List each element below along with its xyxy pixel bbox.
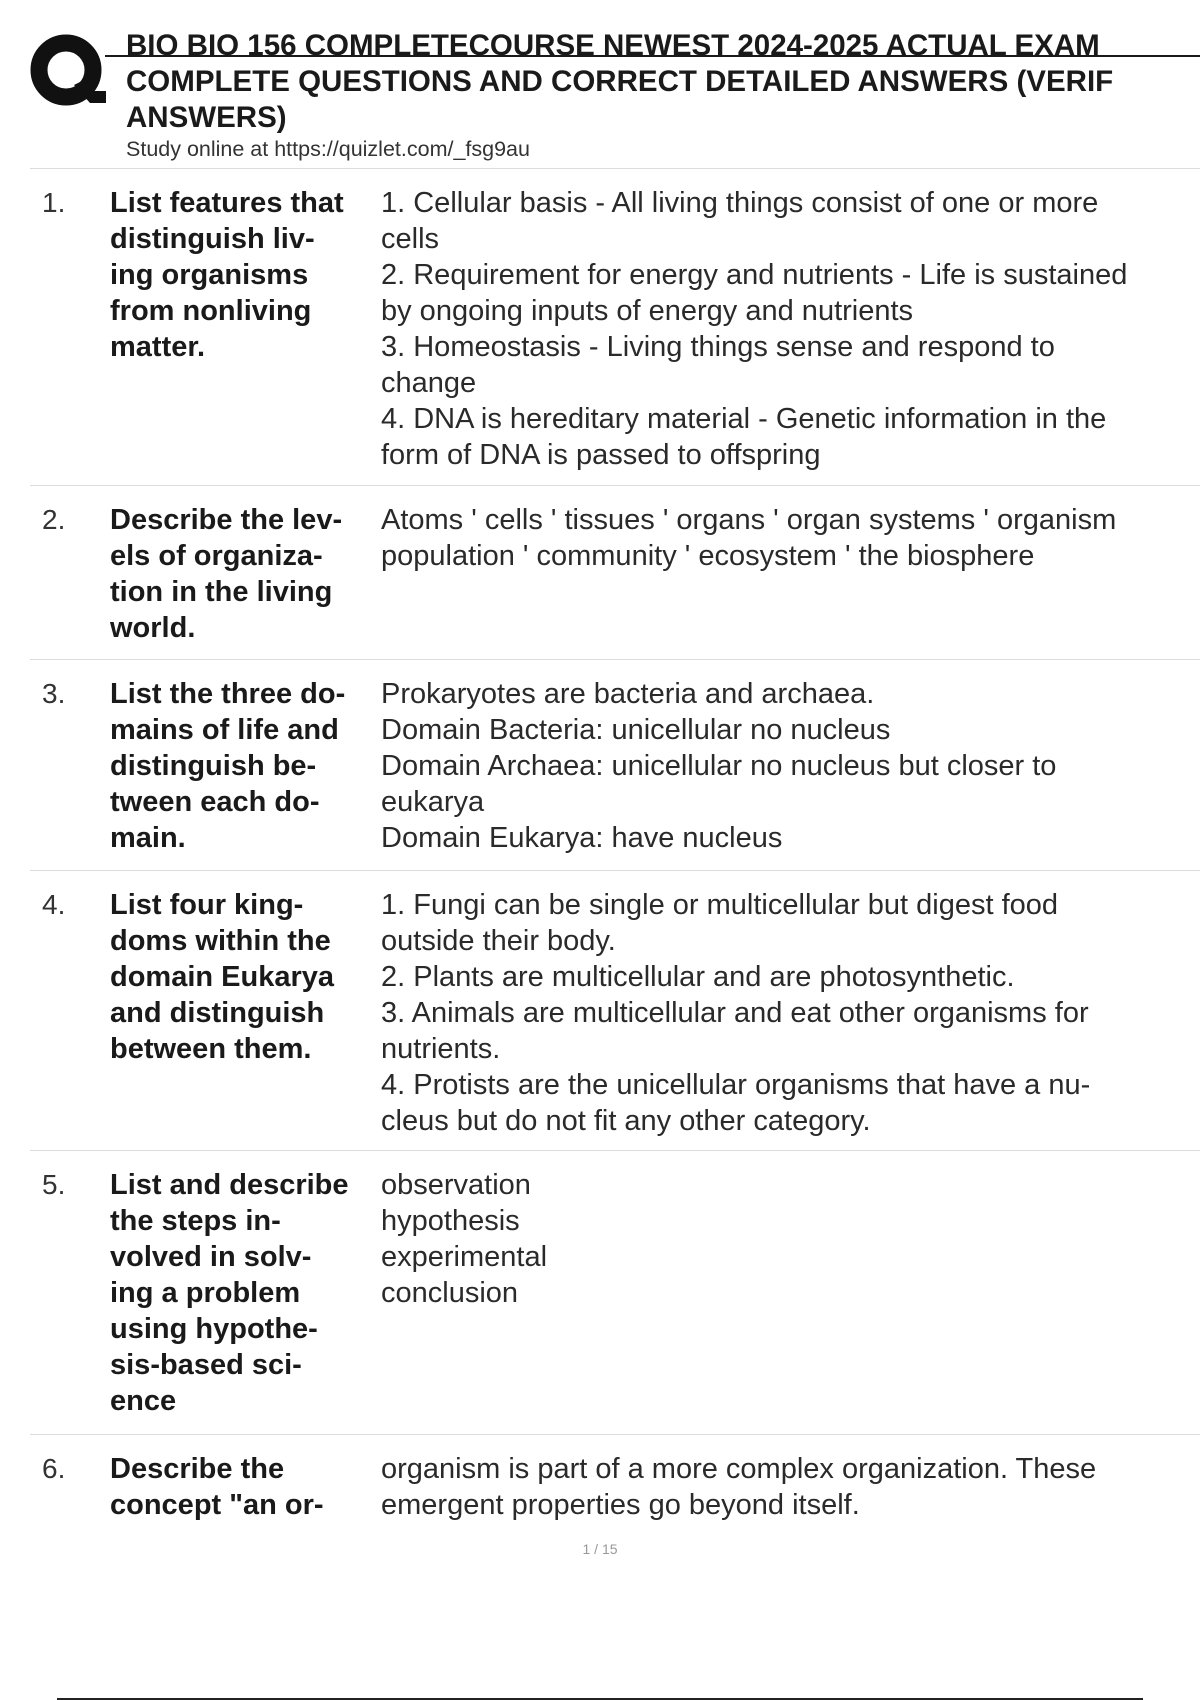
study-online-link-text: Study online at https://quizlet.com/_fsg9au <box>126 137 530 161</box>
flashcard-row <box>30 485 1200 659</box>
question-text: List the three do- mains of life and distinguish be- tween each do- main. <box>110 678 346 854</box>
quizlet-logo-icon <box>30 33 108 113</box>
flashcard-row <box>30 659 1200 870</box>
question-text: List four king- doms within the domain Eukarya and distinguish between them. <box>110 889 335 1065</box>
answer-text: 1. Cellular basis - All living things consist of one or more cells 2. Requirement for energy and nutrients - Life is sustained by ongoing inputs of energy and nutrients 3. Homeostasis - Living things sense and respond to change 4. DNA is hereditary material - Genetic information in the form of DNA is passed to offspring <box>381 187 1128 471</box>
question-text: Describe the lev- els of organiza- tion in the living world. <box>110 504 343 644</box>
flashcard-list <box>30 168 1200 1535</box>
page-number: 1 / 15 <box>582 1541 618 1557</box>
row-number: 6. <box>42 1453 66 1484</box>
answer-text: Atoms ' cells ' tissues ' organs ' organ systems ' organism population ' community ' ecosystem ' the biosphere <box>381 504 1117 572</box>
row-number: 4. <box>42 889 66 920</box>
row-number: 1. <box>42 187 66 218</box>
answer-text: 1. Fungi can be single or multicellular but digest food outside their body. 2. Plants are multicellular and are photosynthetic. 3. Animals are multicellular and eat other organisms for nutrients. 4. Protists are the unicellular organisms that have a nu- cleus but do not fit any other category. <box>381 889 1091 1137</box>
flashcard-row <box>30 1434 1200 1535</box>
row-number: 5. <box>42 1169 66 1200</box>
question-text: List features that distinguish liv- ing organisms from nonliving matter. <box>110 187 344 363</box>
page-header <box>0 0 1200 170</box>
flashcard-row <box>30 168 1200 485</box>
answer-text: organism is part of a more complex organization. These emergent properties go beyond itself. <box>381 1453 1097 1521</box>
flashcard-row <box>30 1150 1200 1434</box>
flashcard-row <box>30 870 1200 1150</box>
question-text: Describe the concept "an or- <box>110 1453 324 1521</box>
row-number: 3. <box>42 678 66 709</box>
answer-text: Prokaryotes are bacteria and archaea. Domain Bacteria: unicellular no nucleus Domain Archaea: unicellular no nucleus but closer to eukarya Domain Eukarya: have nucleus <box>381 678 1057 854</box>
answer-text: observation hypothesis experimental conclusion <box>381 1169 548 1309</box>
question-text: List and describe the steps in- volved in solv- ing a problem using hypothe- sis-based sci- ence <box>110 1169 349 1417</box>
document-title: BIO BIO 156 COMPLETECOURSE NEWEST 2024-2025 ACTUAL EXAM COMPLETE QUESTIONS AND CORRECT DETAILED ANSWERS (VERIF ANSWERS) <box>126 29 1114 134</box>
row-number: 2. <box>42 504 66 535</box>
